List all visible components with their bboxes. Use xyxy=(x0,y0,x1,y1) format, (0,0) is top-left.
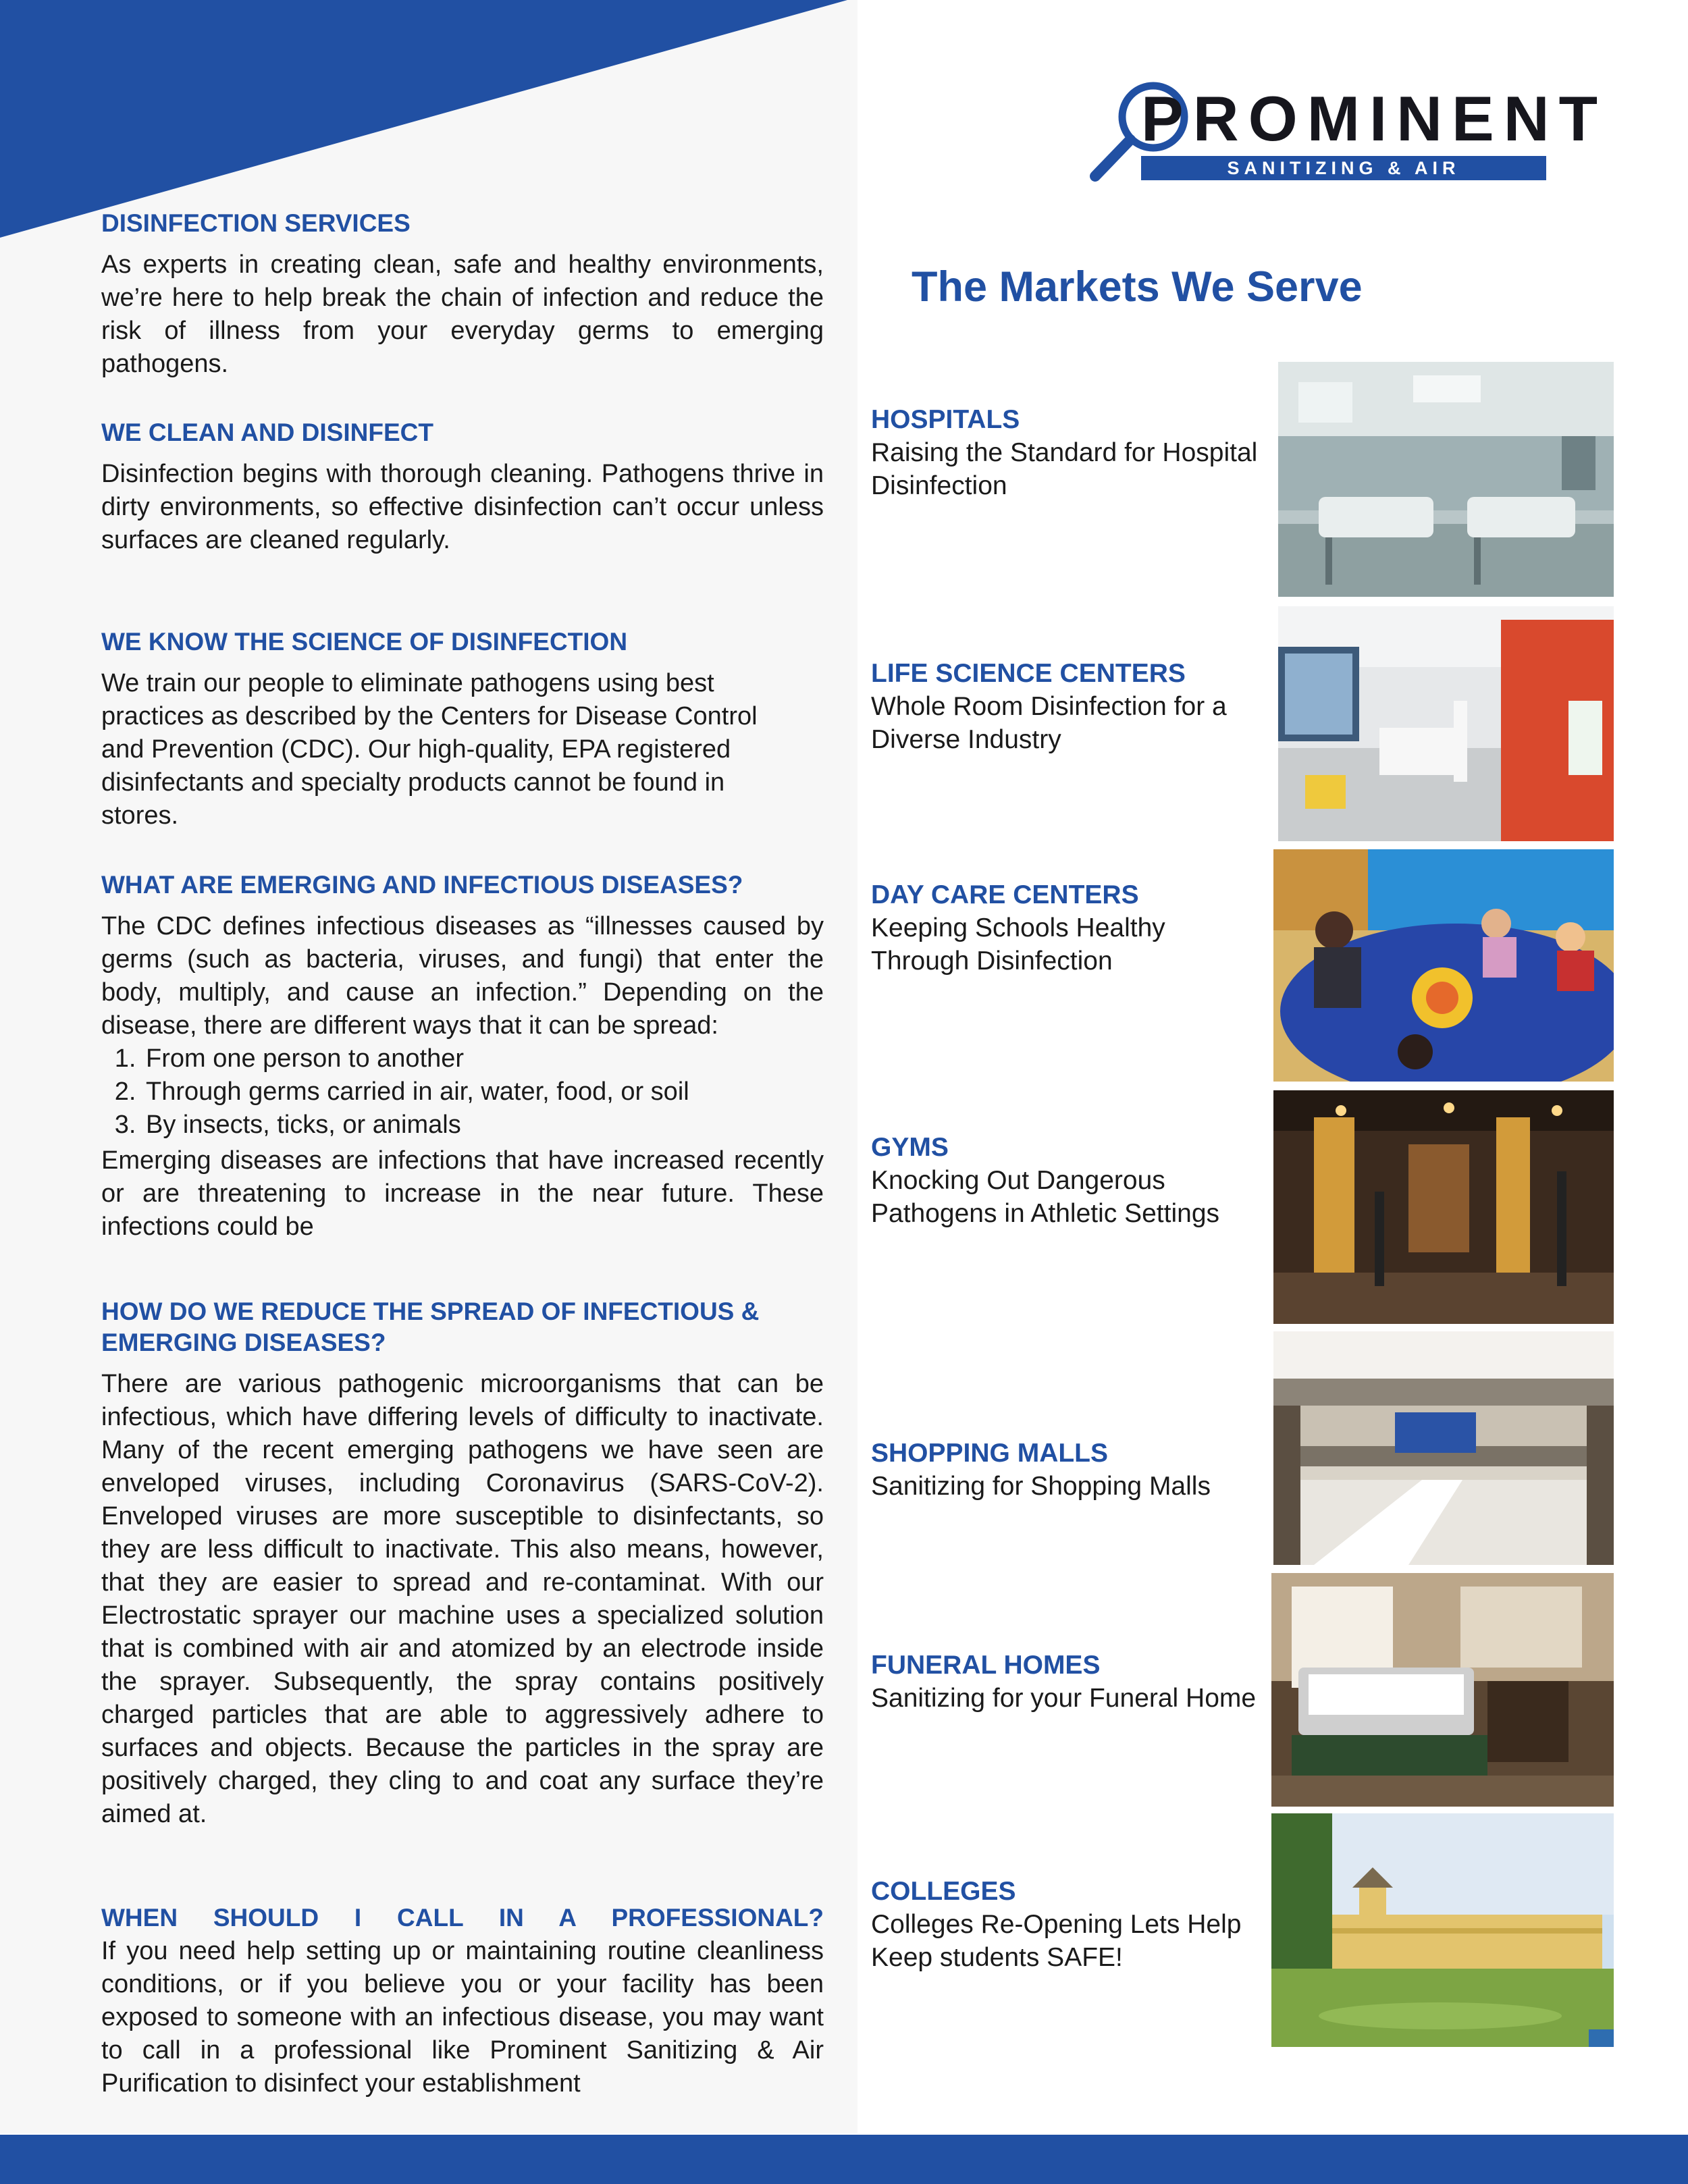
college-photo xyxy=(1271,1813,1614,2047)
market-title: FUNERAL HOMES xyxy=(871,1651,1101,1680)
funeral-home-photo xyxy=(1271,1573,1614,1807)
spread-list xyxy=(101,1042,824,1142)
section-body: The CDC defines infectious diseases as “illnesses caused by germs (such as bacteria, viruses, and fungi) that enter the body, multiply, and cause an infection.” Depending on the disease, there are different ways that it can be spread: xyxy=(101,912,824,1040)
section-reduce-spread xyxy=(101,1296,824,1831)
section-body: We train our people to eliminate pathogens using best practices as described by the Centers for Disease Control and Prevention (CDC). Our high-quality, EPA registered disinfectants and specialty products cannot be found in stores. xyxy=(101,669,758,830)
brand-tagline: SANITIZING & AIR PURIFICATION xyxy=(1141,156,1546,180)
footer-bar xyxy=(0,2135,1688,2184)
market-day-care xyxy=(871,879,1263,978)
section-body: There are various pathogenic microorganisms that can be infectious, which have differing levels of difficulty to inactivate. Many of the recent emerging pathogens we have seen are enveloped viruses, including Coronavirus (SARS-CoV-2). Enveloped viruses are more susceptible to disinfectants, so they are less difficult to inactivate. This also means, however, that they are easier to spread and re-contaminat. With our Electrostatic sprayer our machine uses a specialized solution that is combined with air and atomized by an electrode inside the sprayer. Subsequently, the spray contains positively charged particles that are able to aggressively adhere to surfaces and objects. Because the particles in the spray are positively charged, they cling to and coat any surface they’re aimed at. xyxy=(101,1370,824,1828)
section-heading: WE KNOW THE SCIENCE OF DISINFECTION xyxy=(101,628,628,656)
section-heading: DISINFECTION SERVICES xyxy=(101,209,411,237)
corner-decoration xyxy=(0,0,858,243)
market-title: COLLEGES xyxy=(871,1877,1016,1906)
section-heading: WHAT ARE EMERGING AND INFECTIOUS DISEASES? xyxy=(101,871,743,899)
market-funeral-homes xyxy=(871,1649,1263,1715)
market-desc: Whole Room Disinfection for a Diverse Industry xyxy=(871,692,1227,754)
mall-photo xyxy=(1273,1331,1614,1565)
market-desc: Raising the Standard for Hospital Disinfection xyxy=(871,438,1258,500)
section-disinfection-services xyxy=(101,208,824,381)
market-title: GYMS xyxy=(871,1133,949,1162)
section-body: Disinfection begins with thorough cleaning. Pathogens thrive in dirty environments, so effective disinfection can’t occur unless surfaces are cleaned regularly. xyxy=(101,460,824,554)
daycare-photo xyxy=(1273,849,1614,1082)
section-heading: HOW DO WE REDUCE THE SPREAD OF INFECTIOUS & EMERGING DISEASES? xyxy=(101,1298,760,1356)
market-shopping-malls xyxy=(871,1437,1263,1503)
market-gyms xyxy=(871,1131,1263,1230)
market-desc: Keeping Schools Healthy Through Disinfection xyxy=(871,913,1165,976)
lab-photo xyxy=(1278,606,1614,841)
market-colleges xyxy=(871,1875,1263,1974)
section-call-professional xyxy=(101,1902,824,2100)
market-desc: Knocking Out Dangerous Pathogens in Athletic Settings xyxy=(871,1166,1220,1228)
market-desc: Sanitizing for your Funeral Home xyxy=(871,1684,1257,1713)
market-title: LIFE SCIENCE CENTERS xyxy=(871,659,1186,688)
section-heading: WHEN SHOULD I CALL IN A PROFESSIONAL? xyxy=(101,1904,824,1932)
market-title: HOSPITALS xyxy=(871,405,1020,434)
market-title: DAY CARE CENTERS xyxy=(871,880,1139,909)
section-clean-and-disinfect xyxy=(101,417,824,557)
brand-name: PROMINENT xyxy=(1141,83,1607,154)
hospital-photo xyxy=(1278,362,1614,597)
brand-logo xyxy=(1087,78,1607,203)
section-body-continued: Emerging diseases are infections that have increased recently or are threatening to increase in the near future. These infections could be xyxy=(101,1146,824,1241)
list-item: 1. From one person to another xyxy=(143,1042,824,1075)
gym-photo xyxy=(1273,1090,1614,1324)
section-emerging-diseases xyxy=(101,870,824,1244)
section-body: As experts in creating clean, safe and healthy environments, we’re here to help break the chain of infection and reduce the risk of illness from your everyday germs to emerging pathogens. xyxy=(101,250,824,378)
market-hospitals xyxy=(871,404,1263,502)
markets-title: The Markets We Serve xyxy=(912,263,1363,311)
market-title: SHOPPING MALLS xyxy=(871,1439,1109,1468)
list-item: 2. Through germs carried in air, water, food, or soil xyxy=(143,1075,824,1109)
section-body: If you need help setting up or maintaining routine cleanliness conditions, or if you believe you or your facility has been exposed to someone with an infectious disease, you may want to call in a professional like Prominent Sanitizing & Air Purification to disinfect your establishment xyxy=(101,1937,824,2098)
market-desc: Colleges Re-Opening Lets Help Keep students SAFE! xyxy=(871,1910,1242,1972)
market-life-science xyxy=(871,658,1263,756)
section-heading: WE CLEAN AND DISINFECT xyxy=(101,419,433,446)
list-item: 3. By insects, ticks, or animals xyxy=(143,1109,824,1142)
section-science xyxy=(101,627,790,832)
market-desc: Sanitizing for Shopping Malls xyxy=(871,1472,1211,1501)
